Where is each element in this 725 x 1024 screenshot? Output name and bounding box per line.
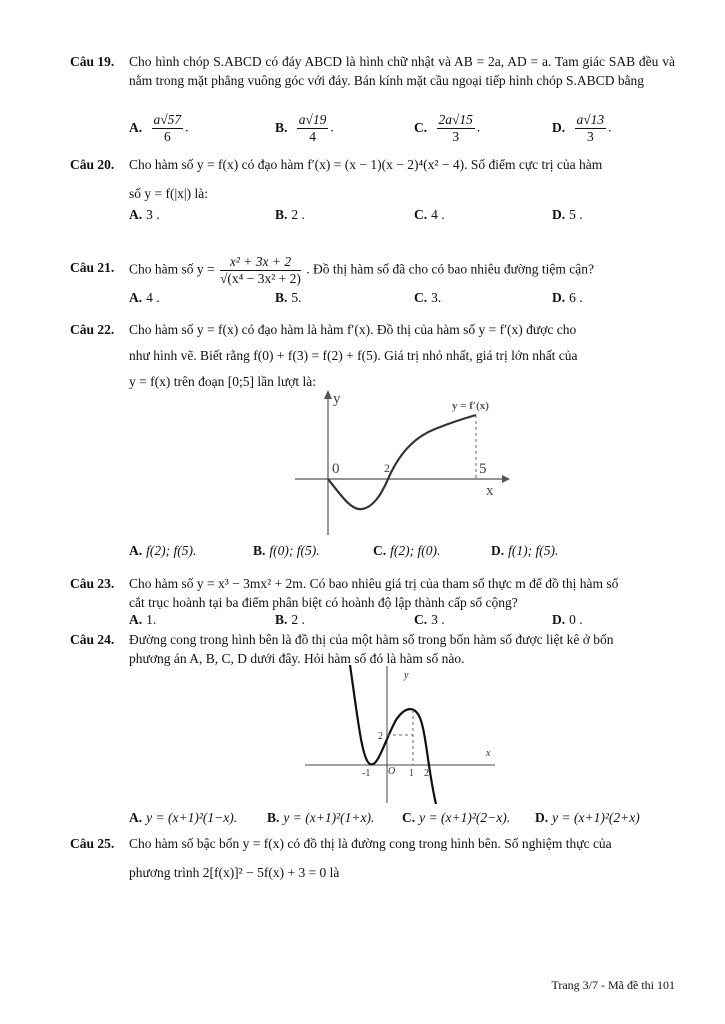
- option-d[interactable]: D. $\frac{a√13}{3}$ .: [552, 112, 612, 144]
- question-text: Cho hàm số bậc bốn y = f(x) có đồ thị là đường cong trong hình bên. Số nghiệm thực của: [129, 836, 612, 851]
- question-text: Cho hàm số y = $\frac{\text{x² + 3x + 2}}{\text{√(x⁴ − 3x² + 2)}}$ . Đồ thị hàm số đã cho có bao nhiêu đường tiệm cận?: [129, 254, 595, 286]
- q20-options: [129, 207, 689, 227]
- question-text-2: phương án A, B, C, D dưới đây. Hỏi hàm số đó là hàm số nào.: [129, 651, 465, 666]
- x-axis-arrow-icon: [502, 475, 510, 483]
- question-number: Câu 25.: [70, 836, 115, 851]
- option-c[interactable]: C. 4 .: [414, 207, 445, 222]
- q21-options: [129, 290, 689, 310]
- question-text: Cho hàm số y = x³ − 3mx² + 2m. Có bao nhiêu giá trị của tham số thực m để đồ thị hàm số: [129, 576, 619, 591]
- question-number: Câu 19.: [70, 54, 115, 69]
- page-footer: Trang 3/7 - Mã đề thi 101: [551, 978, 675, 992]
- question-number: Câu 21.: [70, 260, 115, 275]
- tick-label-2: 2: [424, 768, 429, 779]
- derivative-graph: [290, 385, 515, 545]
- question-text-2: như hình vẽ. Biết rằng f(0) + f(3) = f(2) + f(5). Giá trị nhỏ nhất, giá trị lớn nhất của: [129, 348, 578, 363]
- option-c[interactable]: C. y = (x+1)²(2−x).: [402, 810, 511, 825]
- question-text: Đường cong trong hình bên là đồ thị của một hàm số trong bốn hàm số được liệt kê ở bốn: [129, 632, 614, 647]
- question-text: Cho hình chóp S.ABCD có đáy ABCD là hình chữ nhật và AB = 2a, AD = a. Tam giác SAB đều và nằm trong mặt phẳng vuông góc với đáy. Bán kính mặt cầu ngoại tiếp hình chóp S.ABCD bằng: [129, 54, 675, 88]
- cubic-graph: [300, 660, 500, 805]
- question-text-2: cắt trục hoành tại ba điểm phân biệt có hoành độ lập thành cấp số cộng?: [129, 595, 518, 610]
- option-c[interactable]: C. 3 .: [414, 612, 445, 627]
- option-a[interactable]: A. 3 .: [129, 207, 160, 222]
- question-text-2: phương trình 2[f(x)]² − 5f(x) + 3 = 0 là: [129, 865, 340, 880]
- question-21: [70, 254, 675, 287]
- y-axis-label: y: [333, 391, 341, 407]
- option-a[interactable]: A. $\frac{a√57}{6}$ .: [129, 112, 189, 144]
- option-c[interactable]: C. 3.: [414, 290, 442, 305]
- question-20: [70, 155, 675, 203]
- q24-options: [129, 810, 689, 830]
- question-text: Cho hàm số y = f(x) có đạo hàm f′(x) = (x − 1)(x − 2)⁴(x² − 4). Số điểm cực trị của hàm: [129, 157, 603, 172]
- y-axis-label: y: [404, 670, 409, 681]
- curve-label: y = f′(x): [452, 400, 489, 412]
- q22-options: [129, 543, 689, 563]
- question-number: Câu 24.: [70, 632, 115, 647]
- option-d[interactable]: D. f(1); f(5).: [491, 543, 559, 558]
- option-d[interactable]: D. y = (x+1)²(2+x): [535, 810, 640, 825]
- option-b[interactable]: B. y = (x+1)²(1+x).: [267, 810, 375, 825]
- x-axis-label: x: [486, 748, 491, 759]
- option-c[interactable]: C. $\frac{2a√15}{3}$ .: [414, 112, 481, 144]
- question-number: Câu 22.: [70, 322, 115, 337]
- option-b[interactable]: B. 2 .: [275, 612, 305, 627]
- option-d[interactable]: D. 6 .: [552, 290, 583, 305]
- option-a[interactable]: A. f(2); f(5).: [129, 543, 197, 558]
- option-a[interactable]: A. 1.: [129, 612, 157, 627]
- question-22: [70, 320, 675, 391]
- tick-label-0: 0: [332, 461, 340, 477]
- option-b[interactable]: B. $\frac{a√19}{4}$ .: [275, 112, 334, 144]
- question-number: Câu 20.: [70, 157, 115, 172]
- tick-label-5: 5: [479, 461, 487, 477]
- question-text: Cho hàm số y = f(x) có đạo hàm là hàm f′(x). Đồ thị của hàm số y = f′(x) được cho: [129, 322, 577, 337]
- option-a[interactable]: A. 4 .: [129, 290, 160, 305]
- option-d[interactable]: D. 5 .: [552, 207, 583, 222]
- y-axis-arrow-icon: [324, 390, 332, 399]
- derivative-curve: [328, 415, 476, 509]
- option-c[interactable]: C. f(2); f(0).: [373, 543, 441, 558]
- q19-options: [129, 112, 689, 144]
- option-a[interactable]: A. y = (x+1)²(1−x).: [129, 810, 238, 825]
- option-b[interactable]: B. f(0); f(5).: [253, 543, 320, 558]
- question-23: [70, 574, 675, 612]
- tick-label-2: 2: [384, 461, 390, 475]
- tick-label-1: 1: [409, 768, 414, 779]
- x-axis-label: x: [486, 483, 494, 499]
- option-b[interactable]: B. 2 .: [275, 207, 305, 222]
- q23-options: [129, 612, 689, 632]
- question-25: [70, 834, 675, 882]
- tick-label-neg1: -1: [362, 768, 371, 779]
- option-d[interactable]: D. 0 .: [552, 612, 583, 627]
- origin-label: O: [388, 766, 396, 777]
- question-text-2: số y = f(|x|) là:: [129, 186, 209, 201]
- option-b[interactable]: B. 5.: [275, 290, 302, 305]
- tick-label-y2: 2: [378, 731, 383, 742]
- question-text-3: y = f(x) trên đoạn [0;5] lần lượt là:: [129, 374, 317, 389]
- question-number: Câu 23.: [70, 576, 115, 591]
- question-19: [70, 52, 675, 90]
